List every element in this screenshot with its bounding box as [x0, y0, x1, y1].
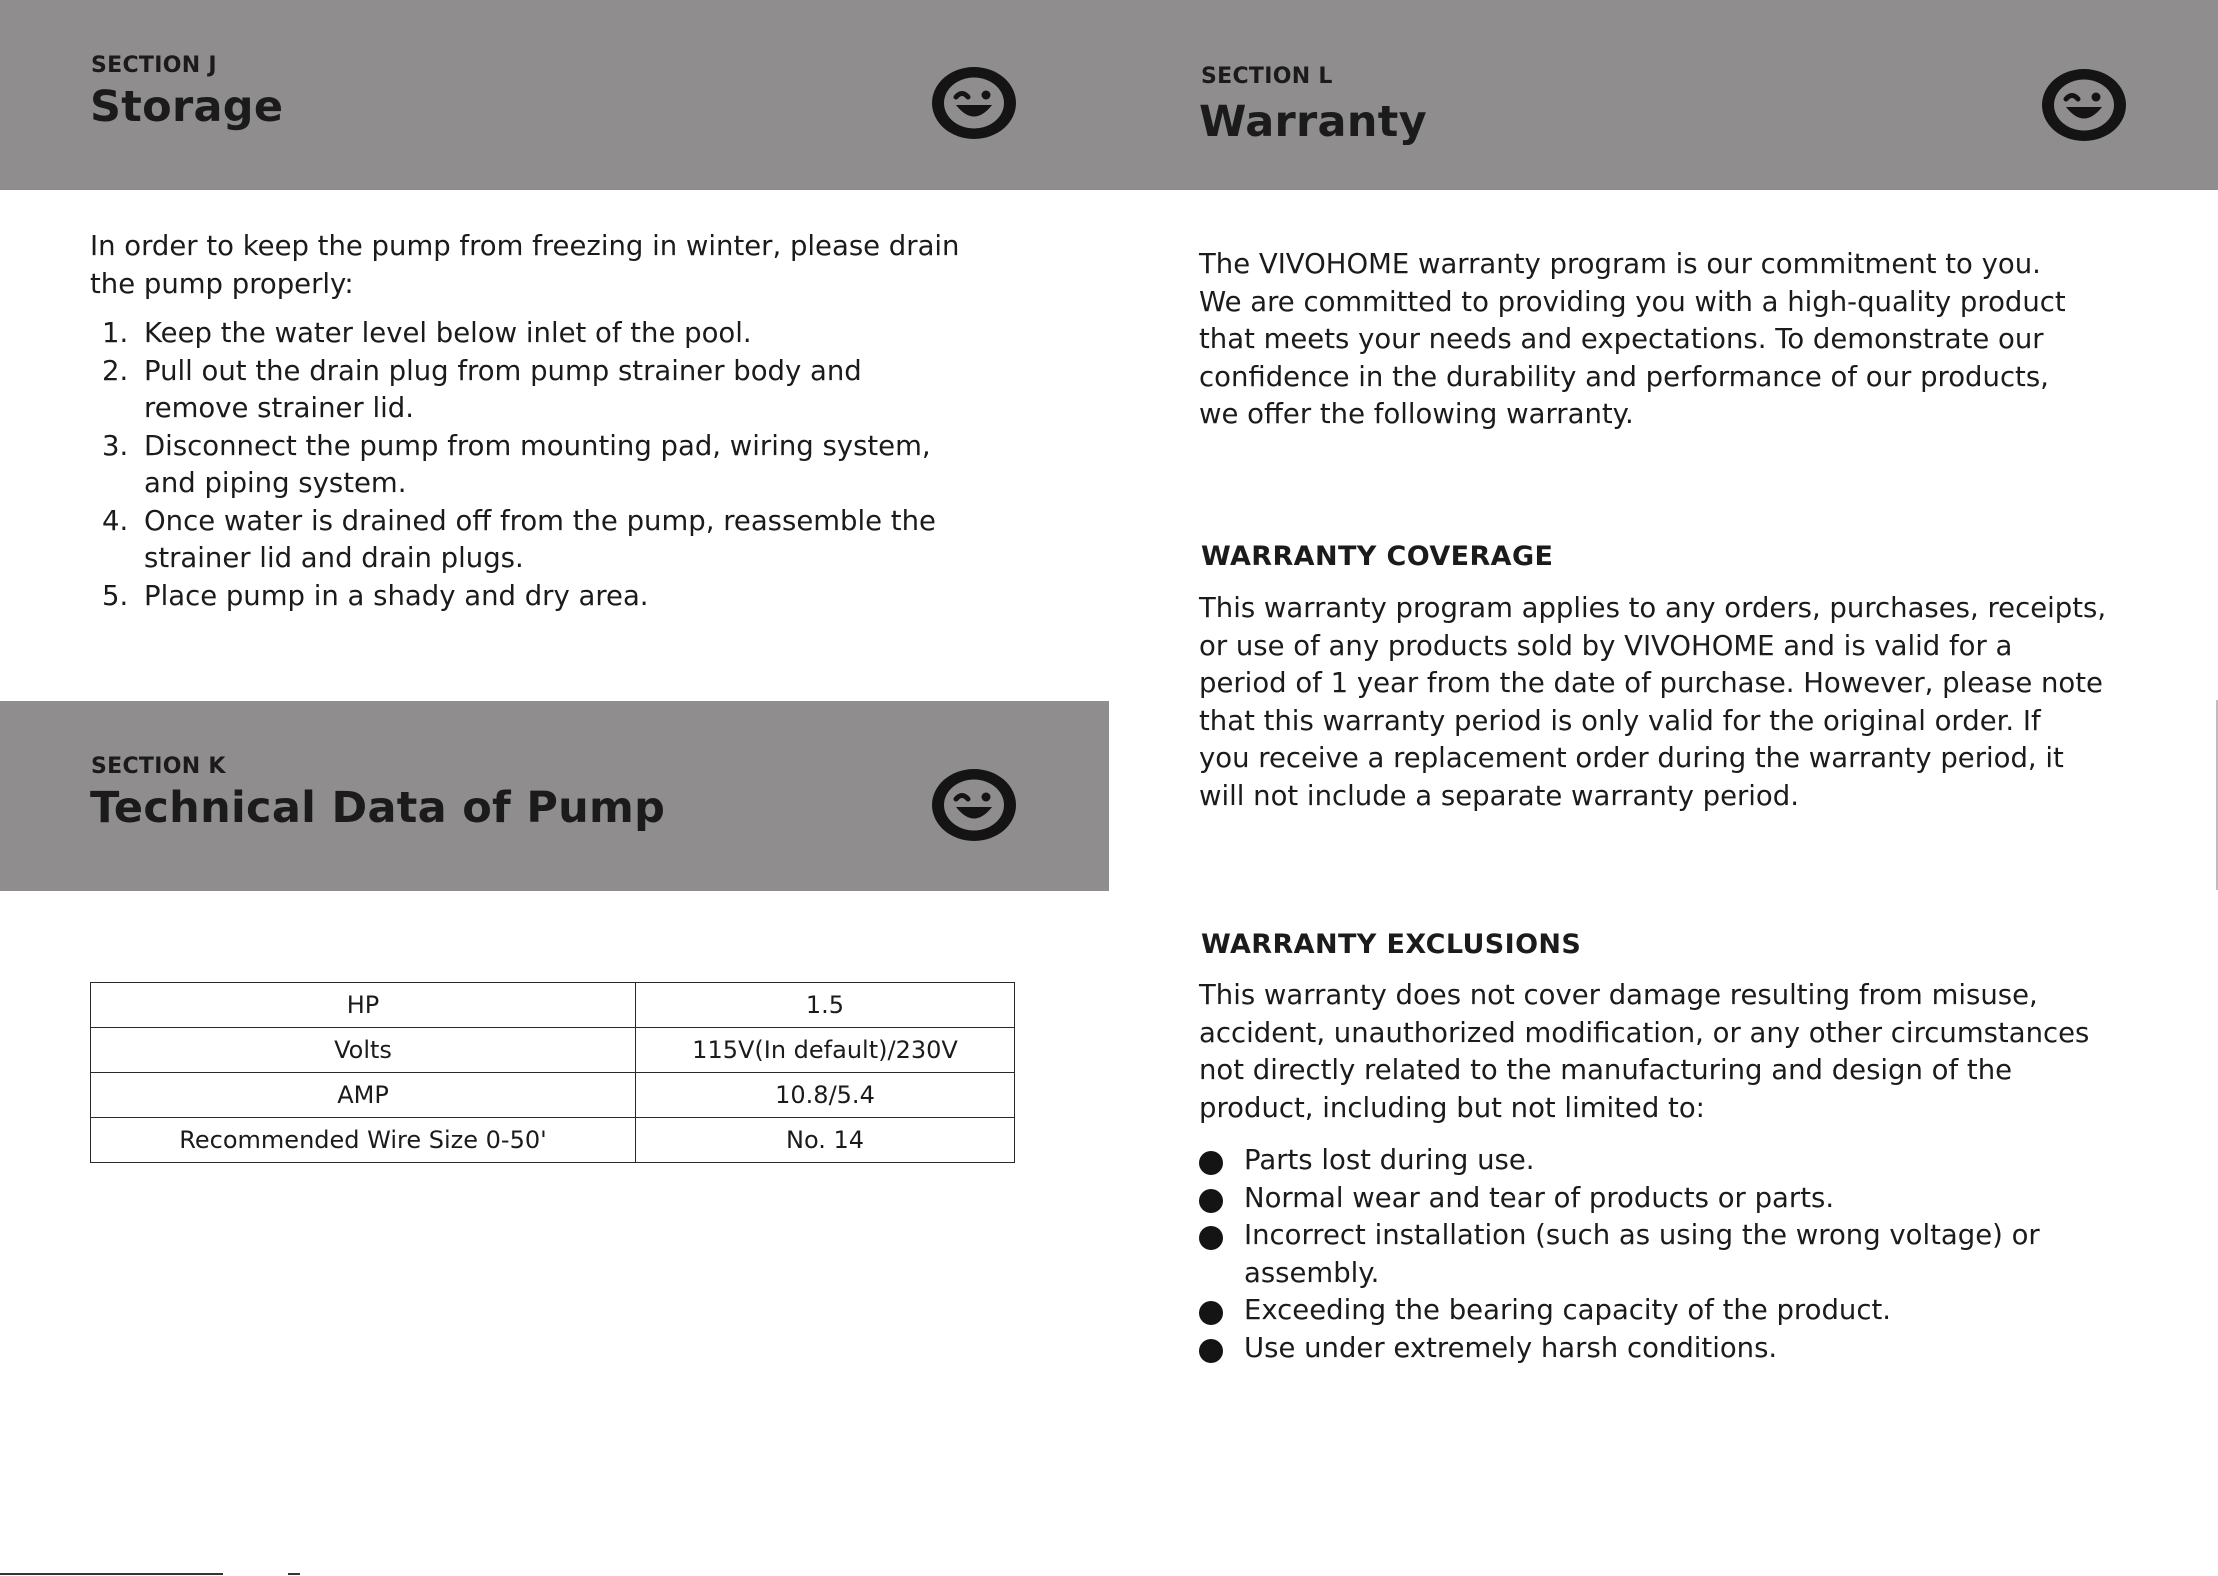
storage-steps	[90, 315, 936, 615]
list-item-text: Parts lost during use.	[1244, 1144, 1535, 1176]
table-row	[91, 1028, 1015, 1073]
winking-smiley-icon	[2041, 68, 2127, 142]
list-item-text: Exceeding the bearing capacity of the product.	[1244, 1294, 1891, 1326]
table-row	[91, 983, 1015, 1028]
step-text: and piping system.	[144, 467, 407, 499]
footer-tick	[288, 1573, 300, 1575]
list-item	[1199, 1142, 2040, 1180]
storage-intro-line: the pump properly:	[90, 267, 354, 300]
warranty-exclusions-text	[1199, 977, 2089, 1127]
section-k-label: SECTION K	[91, 754, 226, 779]
step-text: strainer lid and drain plugs.	[144, 542, 524, 574]
step-number: 4.	[102, 504, 129, 537]
section-j-title: Storage	[90, 82, 284, 132]
bullet-icon	[1199, 1151, 1223, 1175]
section-k-title: Technical Data of Pump	[90, 783, 666, 833]
bullet-icon	[1199, 1301, 1223, 1325]
table-row	[91, 1118, 1015, 1163]
table-cell: 1.5	[636, 983, 1015, 1028]
paragraph-line: will not include a separate warranty period.	[1199, 779, 1799, 812]
winking-smiley-icon	[931, 768, 1017, 842]
step-number: 2.	[102, 354, 129, 387]
paragraph-line: This warranty does not cover damage resulting from misuse,	[1199, 979, 2038, 1011]
storage-intro	[90, 228, 960, 303]
table-cell: AMP	[91, 1073, 636, 1118]
list-item-text: assembly.	[1244, 1256, 1380, 1289]
storage-step	[90, 503, 936, 578]
bullet-icon	[1199, 1226, 1223, 1250]
step-number: 3.	[102, 429, 129, 462]
table-cell: HP	[91, 983, 636, 1028]
paragraph-line: accident, unauthorized modification, or any other circumstances	[1199, 1016, 2090, 1049]
storage-step	[90, 428, 936, 503]
section-l-title: Warranty	[1199, 97, 1427, 147]
paragraph-line: that this warranty period is only valid for the original order. If	[1199, 704, 2041, 737]
paragraph-line: We are committed to providing you with a high-quality product	[1199, 285, 2066, 318]
technical-data-table	[90, 982, 1015, 1163]
paragraph-line: that meets your needs and expectations. To demonstrate our	[1199, 323, 2044, 355]
paragraph-line: not directly related to the manufacturing and design of the	[1199, 1054, 2013, 1086]
list-item-text: Normal wear and tear of products or parts.	[1244, 1181, 1835, 1214]
storage-step	[90, 315, 936, 353]
section-j-label: SECTION J	[91, 53, 217, 78]
paragraph-line: period of 1 year from the date of purchase. However, please note	[1199, 667, 2103, 699]
warranty-coverage-text	[1199, 590, 2106, 815]
list-item	[1199, 1330, 2040, 1368]
bullet-icon	[1199, 1339, 1223, 1363]
storage-step	[90, 578, 936, 616]
section-l-label: SECTION L	[1201, 64, 1333, 89]
storage-intro-line: In order to keep the pump from freezing in winter, please drain	[90, 230, 960, 262]
list-item	[1199, 1180, 2040, 1218]
warranty-intro	[1199, 246, 2066, 434]
step-number: 5.	[102, 579, 129, 612]
table-cell: Volts	[91, 1028, 636, 1073]
table-cell: 10.8/5.4	[636, 1073, 1015, 1118]
step-text: remove strainer lid.	[144, 392, 414, 424]
step-text: Keep the water level below inlet of the pool.	[144, 317, 752, 349]
paragraph-line: The VIVOHOME warranty program is our commitment to you.	[1199, 248, 2041, 280]
step-text: Once water is drained off from the pump, reassemble the	[144, 504, 936, 537]
bullet-icon	[1199, 1189, 1223, 1213]
warranty-exclusions-heading: WARRANTY EXCLUSIONS	[1201, 929, 1582, 960]
paragraph-line: you receive a replacement order during the warranty period, it	[1199, 742, 2064, 774]
table-row	[91, 1073, 1015, 1118]
table-cell: Recommended Wire Size 0-50'	[91, 1118, 636, 1163]
step-text: Pull out the drain plug from pump strainer body and	[144, 354, 862, 387]
paragraph-line: product, including but not limited to:	[1199, 1091, 1705, 1124]
table-cell: 115V(In default)/230V	[636, 1028, 1015, 1073]
step-text: Place pump in a shady and dry area.	[144, 579, 649, 612]
footer-rule	[0, 1573, 223, 1575]
paragraph-line: or use of any products sold by VIVOHOME and is valid for a	[1199, 629, 2013, 662]
paragraph-line: we offer the following warranty.	[1199, 398, 1634, 430]
paragraph-line: confidence in the durability and performance of our products,	[1199, 360, 2049, 393]
list-item	[1199, 1217, 2040, 1292]
list-item	[1199, 1292, 2040, 1330]
storage-step	[90, 353, 936, 428]
warranty-coverage-heading: WARRANTY COVERAGE	[1201, 541, 1554, 572]
list-item-text: Use under extremely harsh conditions.	[1244, 1331, 1778, 1364]
winking-smiley-icon	[931, 66, 1017, 140]
step-number: 1.	[102, 317, 129, 349]
step-text: Disconnect the pump from mounting pad, wiring system,	[144, 429, 931, 462]
paragraph-line: This warranty program applies to any orders, purchases, receipts,	[1199, 592, 2107, 624]
list-item-text: Incorrect installation (such as using the wrong voltage) or	[1244, 1219, 2040, 1251]
exclusion-list	[1199, 1142, 2040, 1367]
table-cell: No. 14	[636, 1118, 1015, 1163]
